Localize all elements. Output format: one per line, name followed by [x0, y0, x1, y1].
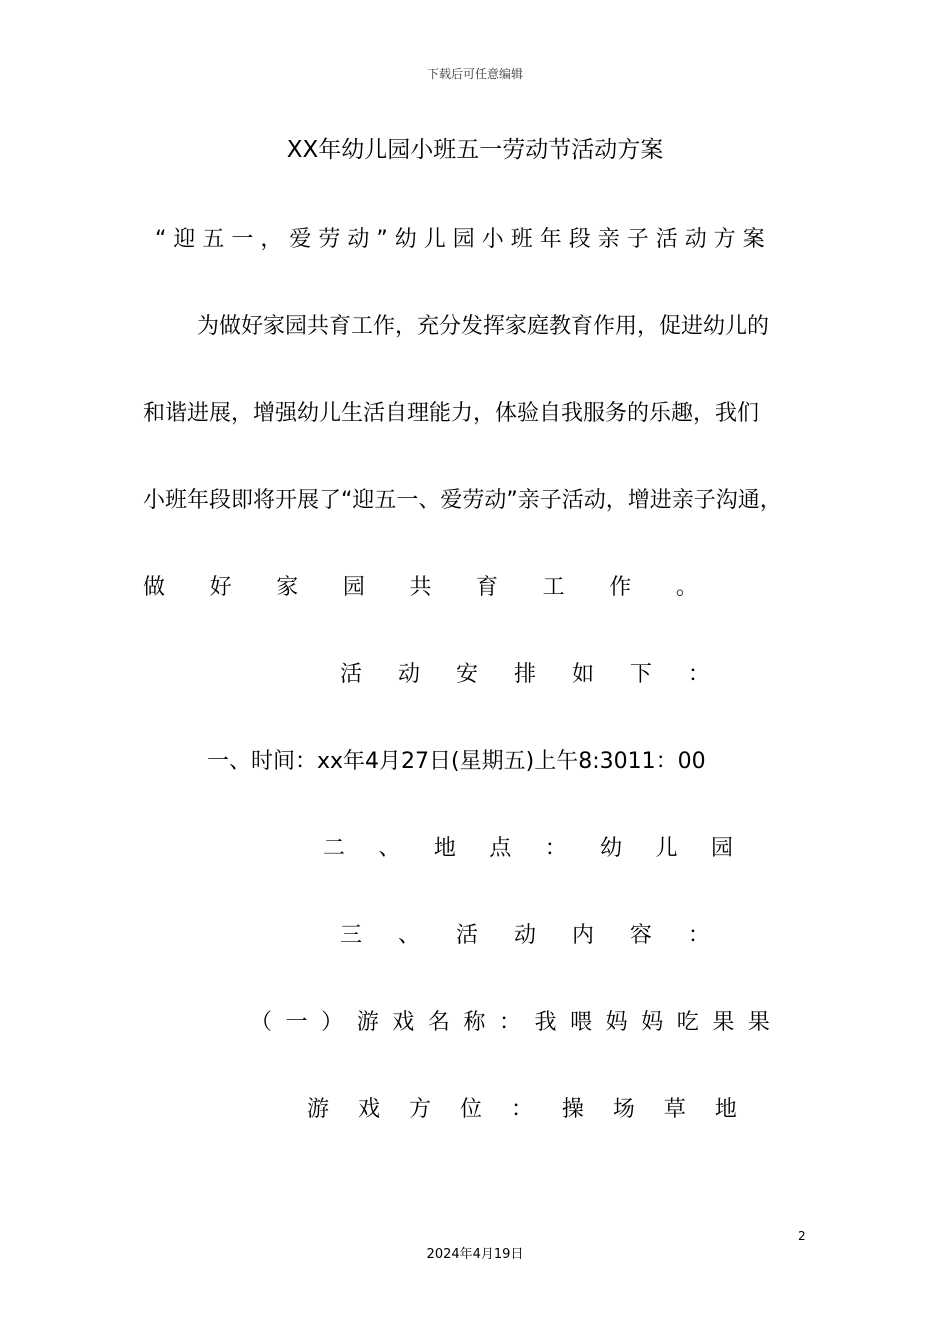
place-char: 地 — [433, 836, 456, 861]
paragraph-char: 。 — [675, 575, 698, 600]
game-char: 妈 — [605, 1010, 628, 1035]
paragraph-char: 育 — [476, 575, 499, 600]
game-position-char: 场 — [612, 1097, 635, 1122]
paragraph-line-2: 和谐进展，增强幼儿生活自理能力，体验自我服务的乐趣，我们 — [143, 401, 760, 426]
game-position-char: 位 — [459, 1097, 482, 1122]
document-title: XX年幼儿园小班五一劳动节活动方案 — [286, 137, 664, 163]
game-position-char: 操 — [561, 1097, 584, 1122]
game-char: 游 — [356, 1010, 379, 1035]
content-char: 动 — [513, 923, 536, 948]
game-char: ： — [498, 1010, 521, 1035]
place-char: 二 — [323, 836, 346, 861]
arrangement-char: 下 — [629, 662, 652, 687]
arrangement-char: ： — [687, 662, 710, 687]
game-position-char: 方 — [408, 1097, 431, 1122]
paragraph-char: 家 — [276, 575, 299, 600]
paragraph-line-1: 为做好家园共育工作，充分发挥家庭教育作用，促进幼儿的 — [197, 314, 770, 339]
place-line — [323, 838, 733, 860]
page-number: 2 — [798, 1229, 806, 1243]
game-position-char: ： — [510, 1097, 533, 1122]
game-char: 妈 — [641, 1010, 664, 1035]
content-char: ： — [687, 923, 710, 948]
paragraph-char: 做 — [143, 575, 166, 600]
paragraph-char: 工 — [542, 575, 565, 600]
content-char: 、 — [397, 923, 420, 948]
game-char: 称 — [463, 1010, 486, 1035]
game-position-char: 戏 — [357, 1097, 380, 1122]
game-char: 戏 — [392, 1010, 415, 1035]
paragraph-line-3: 小班年段即将开展了“迎五一、爱劳动”亲子活动，增进亲子沟通， — [143, 488, 782, 513]
game-char: 果 — [747, 1010, 770, 1035]
game-char: ） — [321, 1010, 344, 1035]
content-char: 内 — [571, 923, 594, 948]
paragraph-line-4 — [143, 577, 698, 599]
content-char: 三 — [340, 923, 363, 948]
game-char: 喂 — [570, 1010, 593, 1035]
place-char: 、 — [378, 836, 401, 861]
document-subtitle: “迎五一，爱劳动”幼儿园小班年段亲子活动方案 — [155, 227, 772, 252]
footer-date: 2024年4月19日 — [426, 1247, 524, 1262]
game-char: （ — [250, 1010, 273, 1035]
content-char: 活 — [455, 923, 478, 948]
game-char: 吃 — [676, 1010, 699, 1035]
time-line: 一、时间：xx年4月27日(星期五)上午8:3011：00 — [207, 749, 706, 774]
place-char: ： — [544, 836, 567, 861]
place-char: 幼 — [600, 836, 623, 861]
arrangement-char: 排 — [513, 662, 536, 687]
paragraph-char: 好 — [209, 575, 232, 600]
place-char: 园 — [710, 836, 733, 861]
place-char: 点 — [489, 836, 512, 861]
game-position-line — [307, 1099, 737, 1121]
paragraph-char: 作 — [609, 575, 632, 600]
arrangement-heading — [340, 664, 710, 686]
paragraph-char: 园 — [342, 575, 365, 600]
game-position-char: 草 — [663, 1097, 686, 1122]
game-position-char: 游 — [307, 1097, 330, 1122]
content-heading — [340, 925, 710, 947]
game-char: 名 — [427, 1010, 450, 1035]
arrangement-char: 安 — [455, 662, 478, 687]
arrangement-char: 动 — [397, 662, 420, 687]
game-char: 果 — [712, 1010, 735, 1035]
game-name-line — [250, 1012, 770, 1034]
header-note: 下载后可任意编辑 — [426, 67, 523, 81]
place-char: 儿 — [655, 836, 678, 861]
arrangement-char: 如 — [571, 662, 594, 687]
arrangement-char: 活 — [340, 662, 363, 687]
game-char: 一 — [285, 1010, 308, 1035]
content-char: 容 — [629, 923, 652, 948]
game-position-char: 地 — [714, 1097, 737, 1122]
game-char: 我 — [534, 1010, 557, 1035]
paragraph-char: 共 — [409, 575, 432, 600]
